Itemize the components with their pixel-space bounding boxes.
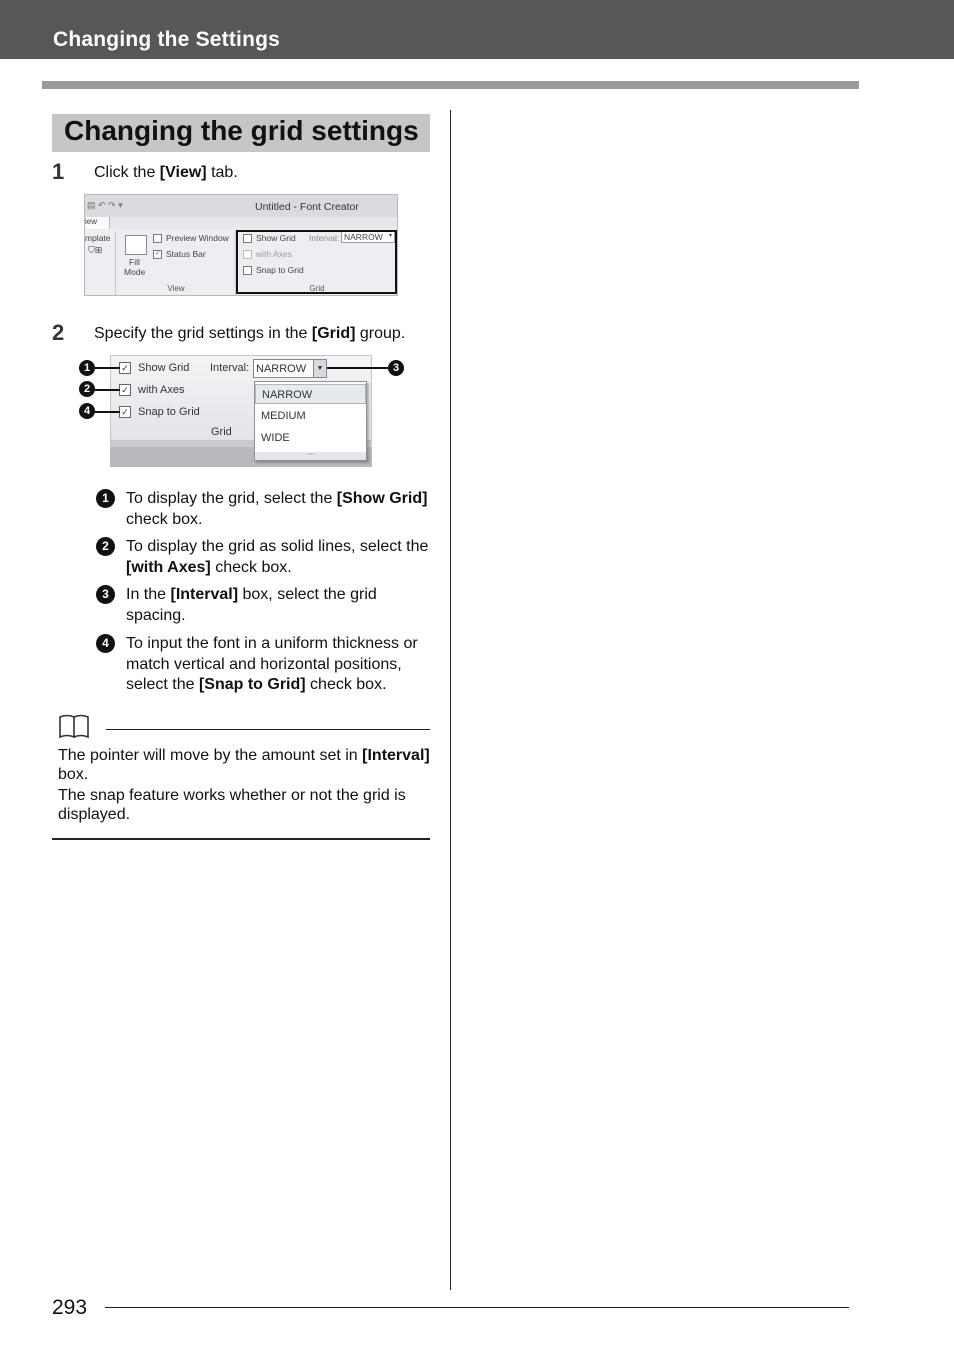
option-wide[interactable]: WIDE	[261, 432, 290, 444]
callout-4-leader	[95, 411, 120, 413]
explanation-2: To display the grid as solid lines, select the [with Axes] check box.	[126, 538, 429, 576]
explanation-4: To input the font in a uniform thickness or match vertical and horizontal positions, select the [Snap to Grid] check box.	[126, 635, 418, 693]
fill-mode-label-1: Fill	[129, 257, 140, 267]
option-medium[interactable]: MEDIUM	[261, 410, 306, 422]
view-group-label: View	[167, 284, 185, 293]
note-divider	[106, 729, 430, 730]
fill-mode-icon[interactable]	[125, 235, 147, 255]
section-title-box	[52, 114, 430, 152]
footer-rule	[105, 1307, 849, 1308]
template-group	[85, 231, 116, 295]
interval-label: Interval:	[309, 233, 340, 243]
snap-to-grid-checkbox[interactable]: ✓	[119, 406, 131, 418]
option-narrow[interactable]: NARROW	[255, 384, 366, 404]
interval-label: Interval:	[210, 362, 250, 374]
list-badge-3: 3	[96, 585, 115, 604]
with-axes-option[interactable]: with Axes	[243, 249, 292, 259]
resize-grip-icon[interactable]: ····	[255, 452, 366, 460]
preview-window-option[interactable]: Preview Window	[153, 233, 229, 243]
section-title: Changing the grid settings	[64, 115, 419, 146]
view-group	[117, 231, 236, 295]
note-end-rule	[52, 838, 430, 840]
snap-to-grid-option[interactable]: ✓ Snap to Grid	[119, 406, 200, 418]
quick-access-icon: ▤ ↶ ↷ ▾	[87, 200, 123, 210]
grid-group-label: Grid	[211, 426, 232, 438]
ribbon-screenshot	[84, 194, 398, 296]
list-badge-4: 4	[96, 634, 115, 653]
callout-2-leader	[95, 389, 120, 391]
callout-2: 2	[79, 381, 95, 397]
show-grid-checkbox[interactable]: ✓	[119, 362, 131, 374]
callout-1-leader	[95, 367, 120, 369]
list-badge-1: 1	[96, 489, 115, 508]
grid-group-screenshot	[110, 355, 372, 467]
status-bar-checkbox[interactable]: ✓	[154, 251, 161, 258]
explanation-3: In the [Interval] box, select the grid spacing.	[126, 586, 377, 624]
step-2-text: Specify the grid settings in the [Grid] group.	[94, 325, 406, 342]
with-axes-option[interactable]: ✓ with Axes	[119, 384, 184, 396]
window-title: Untitled - Font Creator	[255, 201, 359, 213]
callout-3-leader	[327, 367, 388, 369]
template-label: mplate	[85, 233, 111, 243]
top-rule	[42, 81, 859, 89]
interval-select[interactable]: NARROW ▾	[341, 231, 395, 243]
grid-group-label: Grid	[309, 284, 325, 293]
chevron-down-icon: ▾	[388, 233, 392, 239]
interval-dropdown	[254, 381, 367, 461]
tab-view[interactable]: iew	[85, 217, 110, 229]
step-2-number: 2	[52, 320, 65, 345]
fill-mode-label-2: Mode	[124, 267, 146, 277]
column-divider	[450, 110, 451, 1290]
chevron-down-icon[interactable]: ▼	[313, 359, 327, 378]
explanation-1: To display the grid, select the [Show Grid] check box.	[126, 490, 428, 528]
page-number: 293	[52, 1296, 88, 1319]
tab-row	[85, 217, 397, 229]
callout-3: 3	[388, 360, 404, 376]
note-text-2: The snap feature works whether or not the grid is displayed.	[58, 787, 406, 823]
show-grid-option[interactable]: ✓ Show Grid	[119, 362, 189, 374]
callout-4: 4	[79, 403, 95, 419]
list-badge-2: 2	[96, 537, 115, 556]
step-1-number: 1	[52, 159, 65, 184]
status-bar-option[interactable]: ✓ Status Bar	[154, 249, 206, 259]
step-1-text: Click the [View] tab.	[94, 164, 238, 181]
note-book-icon	[58, 713, 90, 739]
snap-to-grid-option[interactable]: Snap to Grid	[243, 265, 304, 275]
grid-group-highlight	[236, 230, 397, 294]
with-axes-checkbox[interactable]: ✓	[119, 384, 131, 396]
callout-1: 1	[79, 360, 95, 376]
show-grid-option[interactable]: Show Grid	[243, 233, 296, 243]
window-titlebar	[85, 195, 397, 218]
template-icon: ⛉⊞	[88, 245, 103, 255]
interval-select[interactable]: NARROW	[253, 359, 327, 378]
header-title: Changing the Settings	[53, 28, 281, 51]
preview-window-checkbox[interactable]	[153, 234, 162, 243]
note-text-1: The pointer will move by the amount set in [Interval] box.	[58, 747, 430, 783]
